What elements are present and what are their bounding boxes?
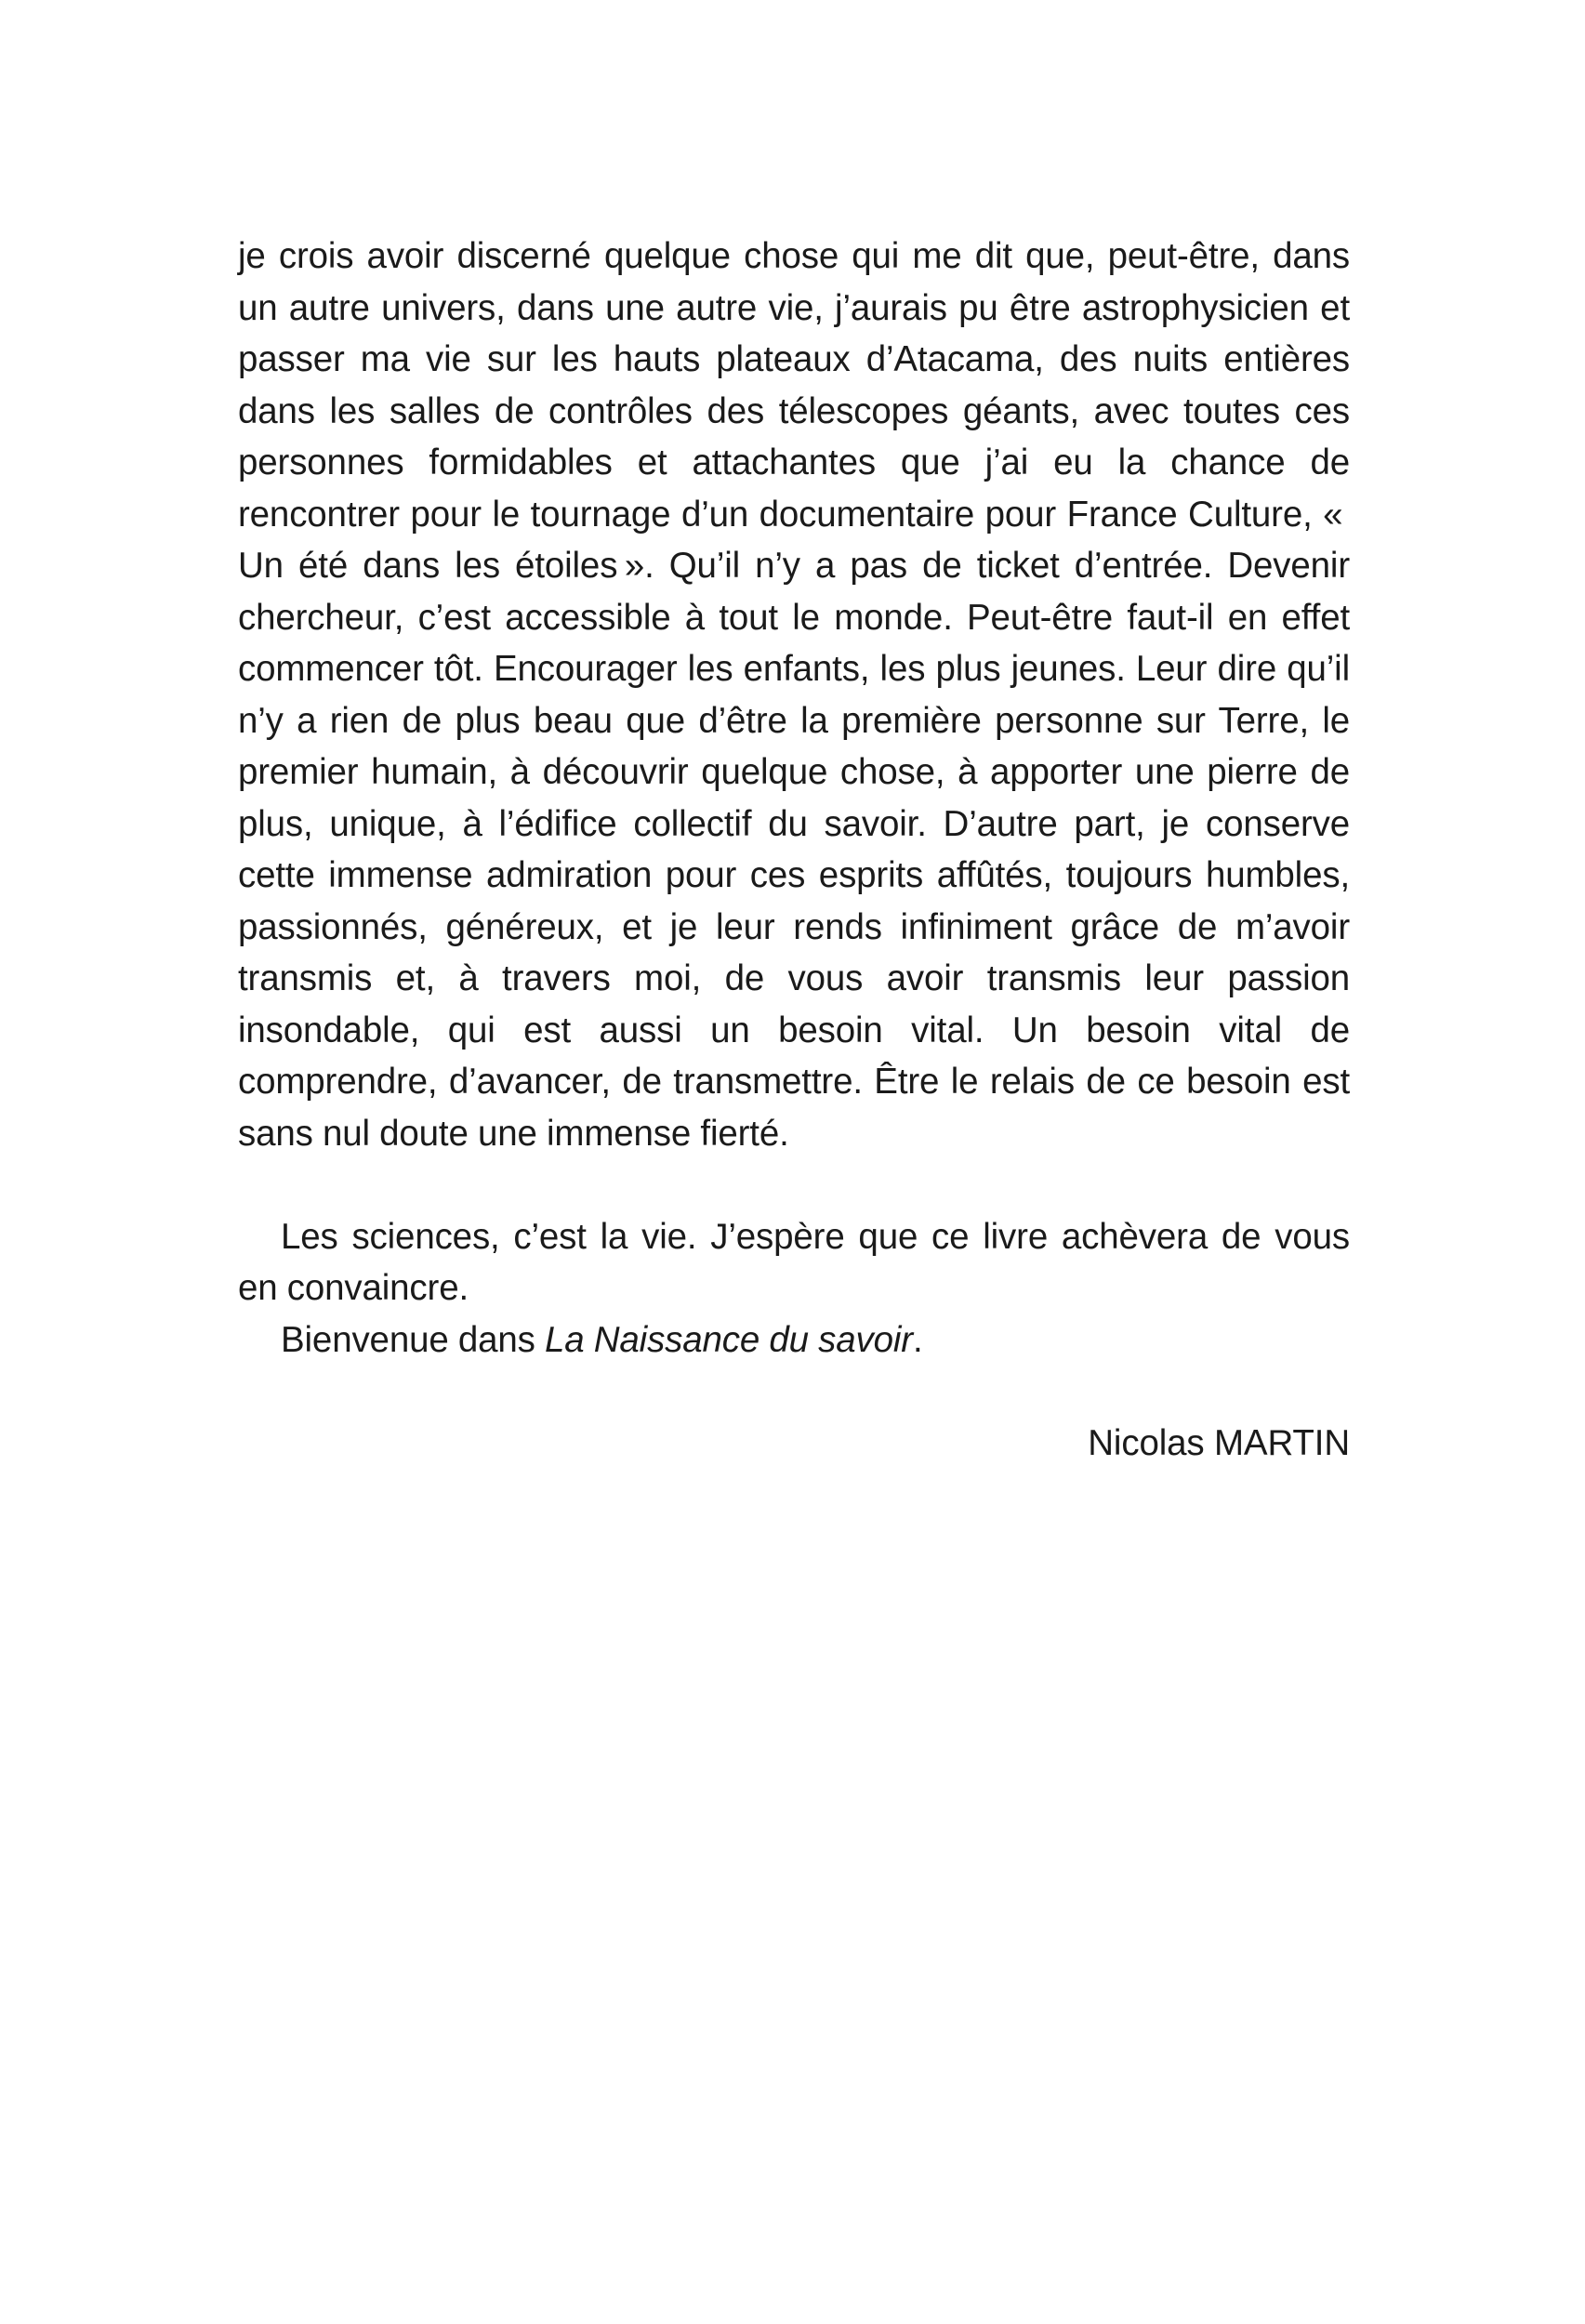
bienvenue-prefix: Bienvenue dans	[281, 1319, 545, 1360]
bienvenue-suffix: .	[912, 1319, 923, 1360]
book-title: La Naissance du savoir	[544, 1319, 913, 1360]
author-signature: Nicolas MARTIN	[1088, 1422, 1350, 1463]
paragraph-les-sciences: Les sciences, c’est la vie. J’espère que ce livre achèvera de vous en convaincre.	[238, 1216, 1350, 1308]
paragraph-main: je crois avoir discerné quelque chose qui me dit que, peut-être, dans un autre univers, dans une autre vie, j’aurais pu être astrophysicien et passer ma vie sur les hauts plateaux d’Atacama, des nuits entières dans les salles de contrôles des télescopes géants, avec toutes ces personnes formidables et attachantes que j’ai eu la chance de rencontrer pour le tournage d’un documentaire pour France Culture, « Un été dans les étoiles ». Qu’il n’y a pas de ticket d’entrée. Devenir chercheur, c’est accessible à tout le monde. Peut-être faut-il en effet commencer tôt. Encourager les enfants, les plus jeunes. Leur dire qu’il n’y a rien de plus beau que d’être la première personne sur Terre, le premier humain, à découvrir quelque chose, à apporter une pierre de plus, unique, à l’édifice collectif du savoir. D’autre part, je conserve cette immense admiration pour ces esprits affûtés, toujours humbles, passionnés, généreux, et je leur rends infiniment grâce de m’avoir transmis et, à travers moi, de vous avoir transmis leur passion insondable, qui est aussi un besoin vital. Un besoin vital de comprendre, d’avancer, de transmettre. Être le relais de ce besoin est sans nul doute une immense fierté.	[238, 236, 1350, 1154]
text-column	[238, 231, 1350, 1469]
paragraph-bienvenue	[238, 1314, 1350, 1367]
